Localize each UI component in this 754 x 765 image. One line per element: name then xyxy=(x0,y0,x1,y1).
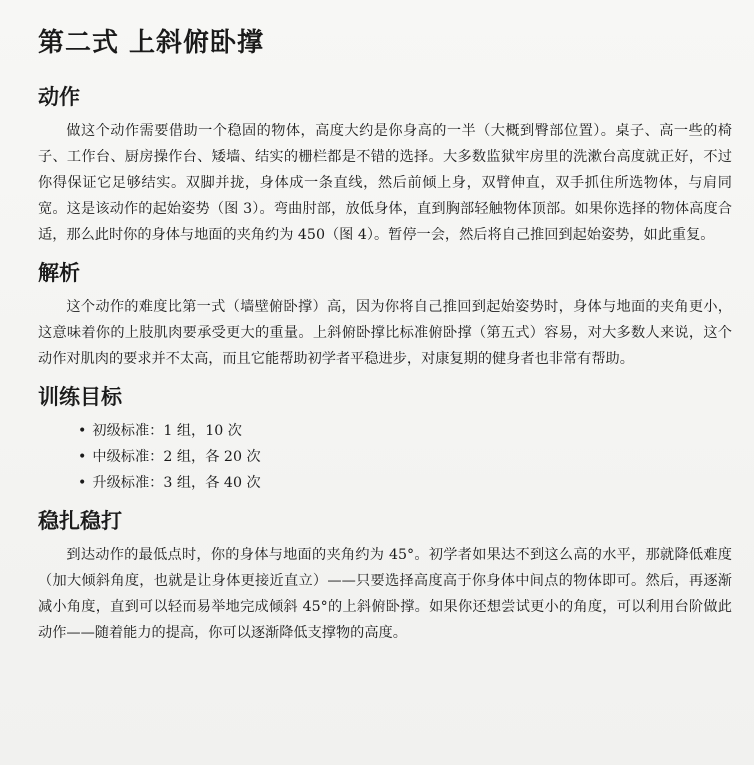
section-heading: 稳扎稳打 xyxy=(38,509,122,533)
section-action xyxy=(38,82,732,248)
section-steady-progress xyxy=(38,506,732,646)
section-analysis xyxy=(38,258,732,372)
bullet-icon: • xyxy=(78,423,87,439)
bullet-icon: • xyxy=(78,475,87,491)
list-item xyxy=(78,418,732,444)
section-heading: 动作 xyxy=(38,85,80,109)
section-heading: 训练目标 xyxy=(38,385,122,409)
section-training-goals xyxy=(38,382,732,496)
section-paragraph: 这个动作的难度比第一式（墙壁俯卧撑）高，因为你将自己推回到起始姿势时，身体与地面的夹角更小，这意味着你的上肢肌肉要承受更大的重量。上斜俯卧撑比标准俯卧撑（第五式）容易，对大多数人来说，这个动作对肌肉的要求并不太高，而且它能帮助初学者平稳进步，对康复期的健身者也非常有帮助。 xyxy=(38,299,732,367)
list-item-text: 初级标准：1 组，10 次 xyxy=(92,423,242,439)
list-item-text: 中级标准：2 组，各 20 次 xyxy=(92,449,261,465)
section-paragraph: 到达动作的最低点时，你的身体与地面的夹角约为 45°。初学者如果达不到这么高的水平，那就降低难度（加大倾斜角度，也就是让身体更接近直立）——只要选择高度高于你身体中间点的物体即可。然后，再逐渐减小角度，直到可以轻而易举地完成倾斜 45°的上斜俯卧撑。如果你还想尝试更小的角度，可以利用台阶做此动作——随着能力的提高，你可以逐渐降低支撑物的高度。 xyxy=(38,547,732,641)
section-heading: 解析 xyxy=(38,261,80,285)
page-title: 第二式 上斜俯卧撑 xyxy=(38,28,265,58)
goal-list xyxy=(38,418,732,496)
bullet-icon: • xyxy=(78,449,87,465)
list-item xyxy=(78,470,732,496)
list-item xyxy=(78,444,732,470)
list-item-text: 升级标准：3 组，各 40 次 xyxy=(92,475,261,491)
section-paragraph: 做这个动作需要借助一个稳固的物体，高度大约是你身高的一半（大概到臀部位置）。桌子、高一些的椅子、工作台、厨房操作台、矮墙、结实的栅栏都是不错的选择。大多数监狱牢房里的洗漱台高度就正好，不过你得保证它足够结实。双脚并拢，身体成一条直线，然后前倾上身，双臂伸直，双手抓住所选物体，与肩同宽。这是该动作的起始姿势（图 3）。弯曲肘部，放低身体，直到胸部轻触物体顶部。如果你选择的物体高度合适，那么此时你的身体与地面的夹角约为 450（图 4）。暂停一会，然后将自己推回到起始姿势，如此重复。 xyxy=(38,123,732,243)
